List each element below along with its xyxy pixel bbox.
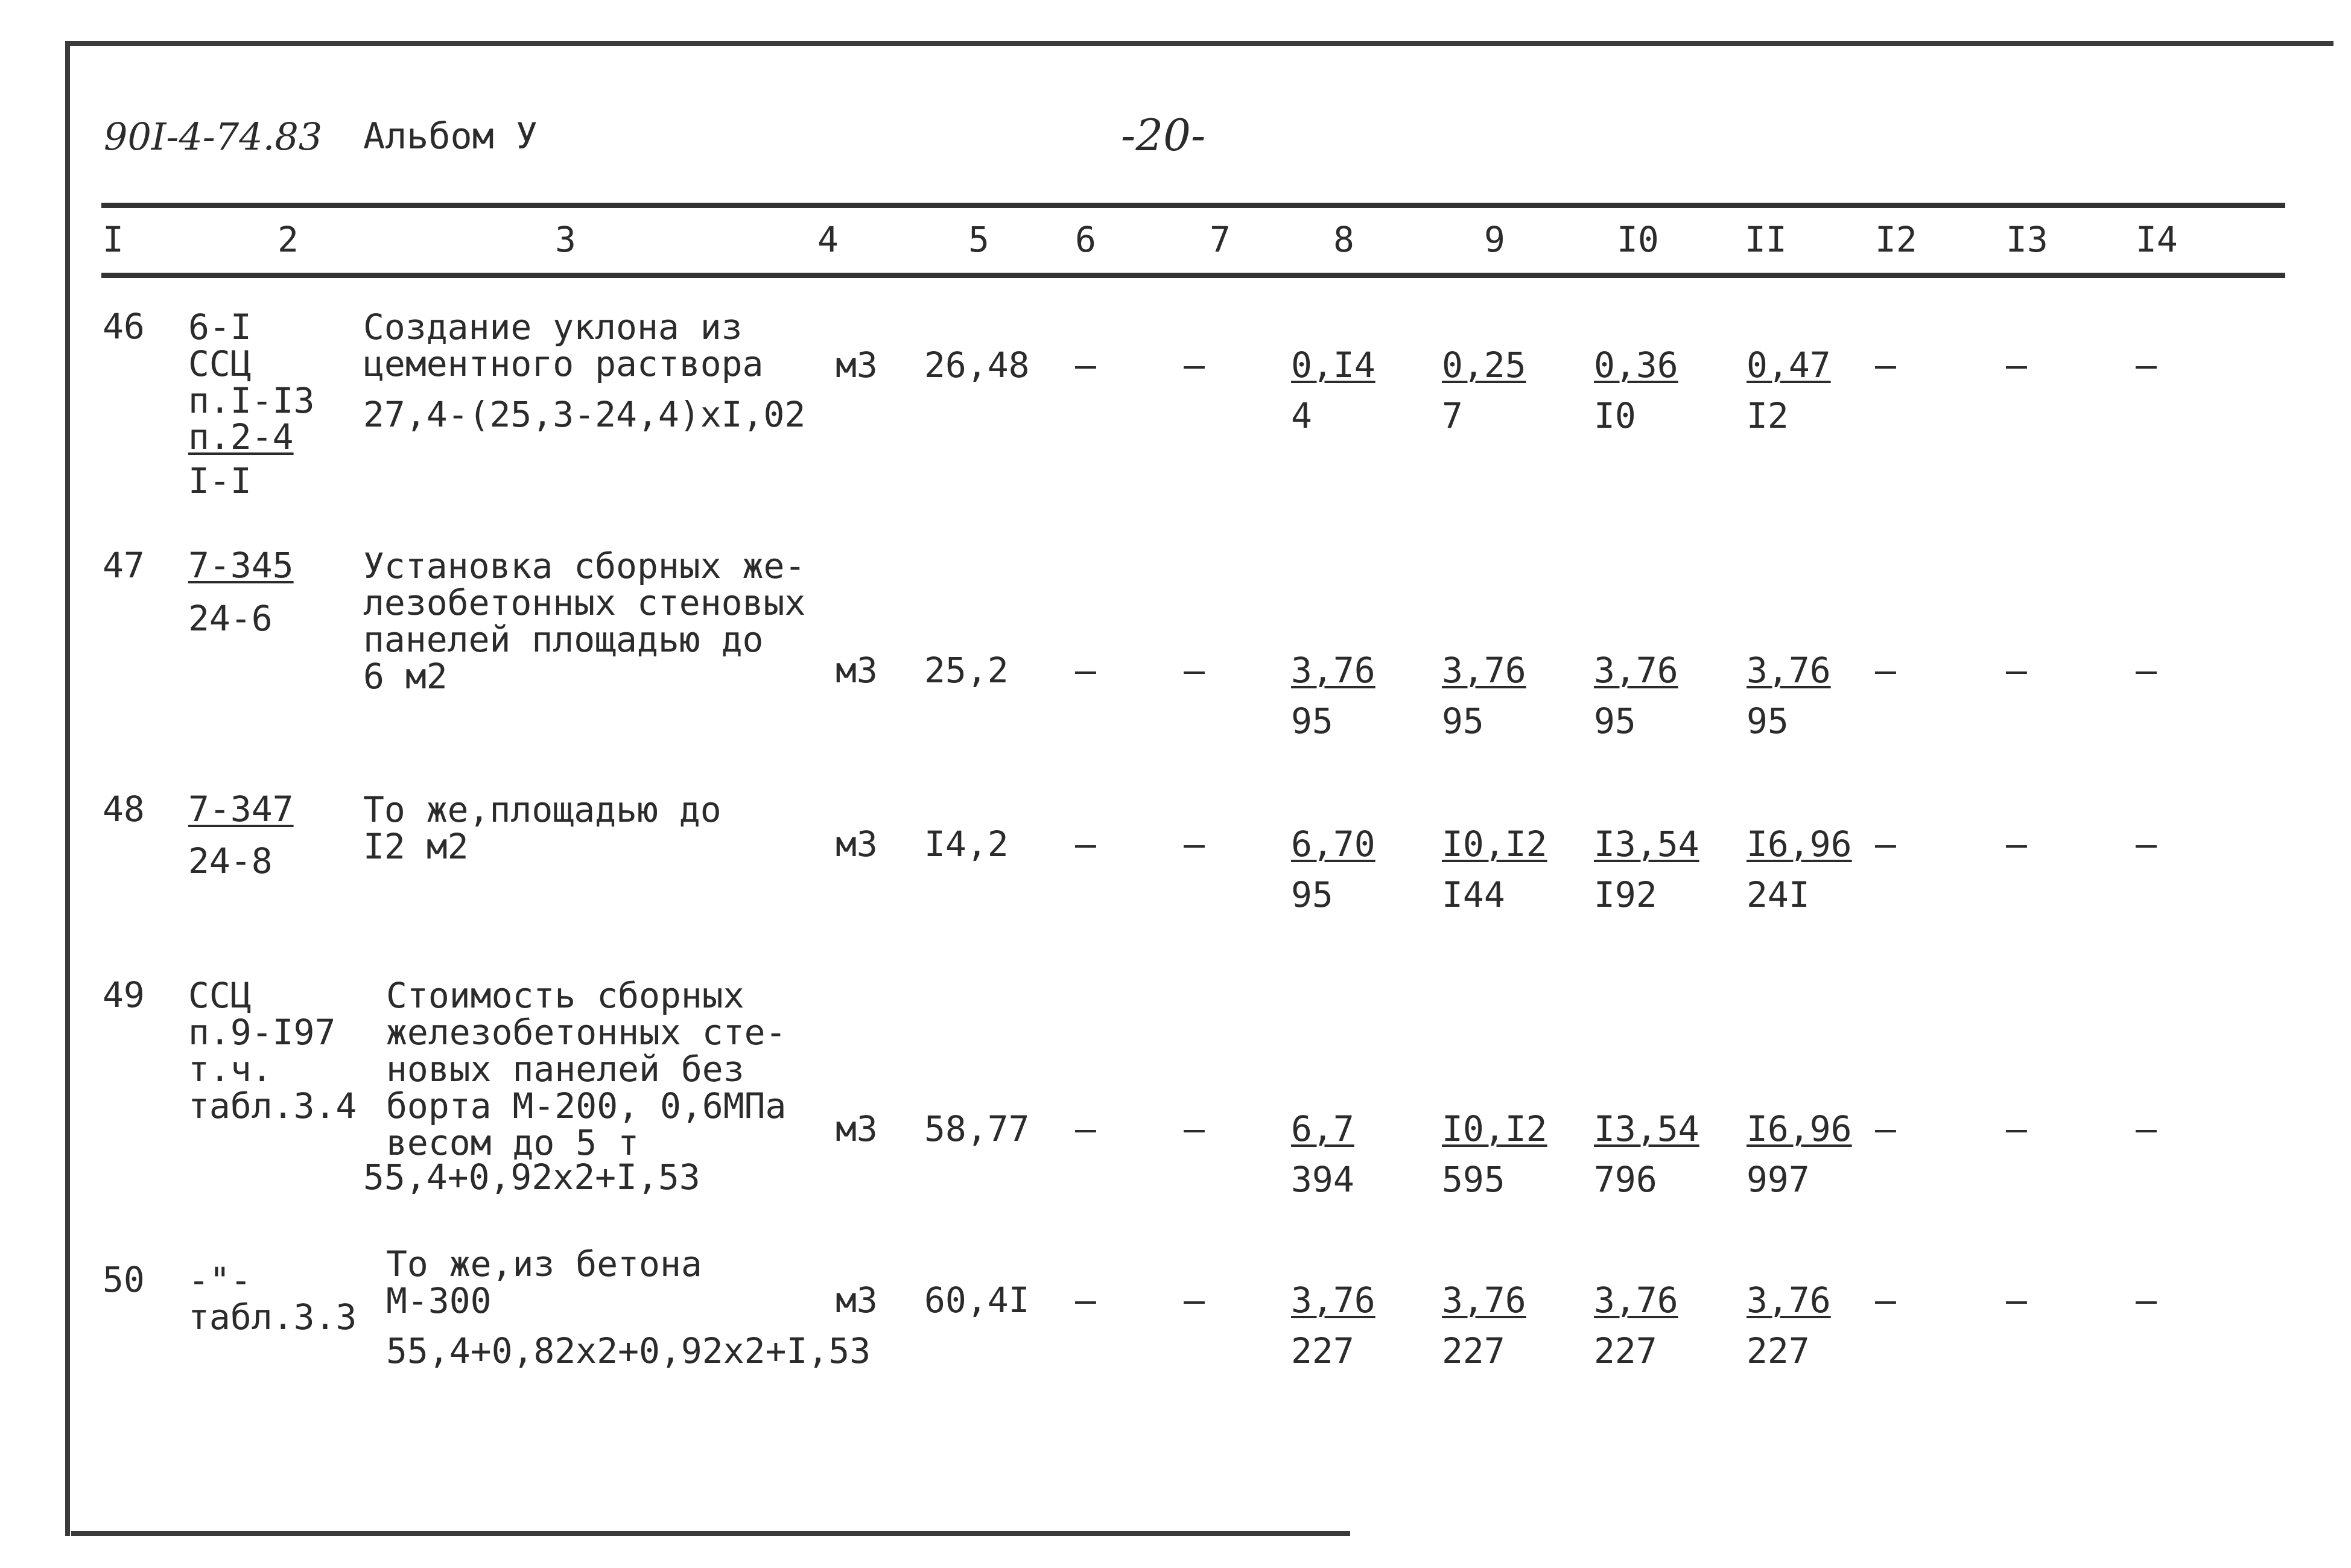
column-header-4: 4 bbox=[817, 219, 839, 260]
row-col10-top: I3,54 bbox=[1594, 824, 1699, 865]
row-col12: – bbox=[1875, 824, 1896, 865]
row-col8-top: 6,7 bbox=[1291, 1108, 1354, 1149]
row-description: Установка сборных же- лезобетонных стеновых панелей площадью до 6 м2 bbox=[363, 545, 806, 697]
row-col9-bottom: 95 bbox=[1442, 700, 1484, 741]
row-col13: – bbox=[2006, 344, 2027, 386]
row-unit: м3 bbox=[836, 824, 878, 865]
row-col10-bottom: 95 bbox=[1594, 700, 1636, 741]
row-col8-top: 3,76 bbox=[1291, 1280, 1375, 1321]
row-number: 46 bbox=[103, 306, 145, 347]
row-col6: – bbox=[1075, 824, 1096, 865]
row-col8-bottom: 95 bbox=[1291, 874, 1333, 915]
column-header-11: II bbox=[1745, 219, 1787, 260]
row-col10-top: 3,76 bbox=[1594, 650, 1678, 691]
row-col6: – bbox=[1075, 1280, 1096, 1321]
row-number: 48 bbox=[103, 789, 145, 830]
row-col6: – bbox=[1075, 344, 1096, 386]
column-header-9: 9 bbox=[1484, 219, 1505, 260]
row-col11-bottom: I2 bbox=[1747, 395, 1789, 436]
row-col10-bottom: 227 bbox=[1594, 1330, 1657, 1371]
row-col9-top: I0,I2 bbox=[1442, 824, 1547, 865]
row-col14: – bbox=[2136, 650, 2157, 691]
header-rule-bottom bbox=[101, 273, 2285, 278]
column-header-13: I3 bbox=[2006, 219, 2048, 260]
row-unit: м3 bbox=[836, 1280, 878, 1321]
row-col12: – bbox=[1875, 650, 1896, 691]
row-number: 50 bbox=[103, 1259, 145, 1300]
row-unit: м3 bbox=[836, 1108, 878, 1149]
row-col7: – bbox=[1184, 824, 1205, 865]
row-quantity: I4,2 bbox=[924, 824, 1009, 865]
row-col12: – bbox=[1875, 1280, 1896, 1321]
row-code-below: 24-8 bbox=[188, 840, 273, 881]
row-code-underlined: 7-345 bbox=[188, 545, 294, 586]
row-unit: м3 bbox=[836, 344, 878, 386]
row-col13: – bbox=[2006, 1108, 2027, 1149]
row-col10-bottom: I92 bbox=[1594, 874, 1657, 915]
row-col13: – bbox=[2006, 650, 2027, 691]
column-header-14: I4 bbox=[2136, 219, 2178, 260]
row-code: -"- табл.3.3 bbox=[188, 1260, 357, 1338]
row-col11-bottom: 95 bbox=[1747, 700, 1789, 741]
row-formula: 55,4+0,92x2+I,53 bbox=[363, 1157, 700, 1198]
row-col11-top: I6,96 bbox=[1747, 824, 1852, 865]
row-col14: – bbox=[2136, 824, 2157, 865]
row-col8-top: 0,I4 bbox=[1291, 344, 1375, 386]
row-col11-top: 3,76 bbox=[1747, 1280, 1831, 1321]
row-col9-bottom: 595 bbox=[1442, 1159, 1505, 1200]
row-code-underlined: п.2-4 bbox=[188, 416, 294, 457]
row-col9-bottom: I44 bbox=[1442, 874, 1505, 915]
row-col9-top: 3,76 bbox=[1442, 650, 1526, 691]
row-quantity: 25,2 bbox=[924, 650, 1009, 691]
row-col10-top: 0,36 bbox=[1594, 344, 1678, 386]
row-col13: – bbox=[2006, 1280, 2027, 1321]
row-col9-top: 0,25 bbox=[1442, 344, 1526, 386]
row-col7: – bbox=[1184, 650, 1205, 691]
row-col10-top: I3,54 bbox=[1594, 1108, 1699, 1149]
row-unit: м3 bbox=[836, 650, 878, 691]
column-header-8: 8 bbox=[1333, 219, 1354, 260]
row-col11-top: 3,76 bbox=[1747, 650, 1831, 691]
row-col8-bottom: 4 bbox=[1291, 395, 1312, 436]
row-quantity: 60,4I bbox=[924, 1280, 1030, 1321]
frame-top-border bbox=[65, 41, 2334, 46]
row-col7: – bbox=[1184, 1108, 1205, 1149]
row-formula: 55,4+0,82x2+0,92x2+I,53 bbox=[386, 1330, 871, 1371]
row-description: Стоимость сборных железобетонных сте- новых панелей без борта М-200, 0,6МПа весом до 5 т bbox=[386, 975, 787, 1163]
row-description: То же,из бетона М-300 bbox=[386, 1243, 702, 1321]
row-col8-bottom: 95 bbox=[1291, 700, 1333, 741]
row-col8-top: 6,70 bbox=[1291, 824, 1375, 865]
column-header-10: I0 bbox=[1617, 219, 1659, 260]
row-col11-top: I6,96 bbox=[1747, 1108, 1852, 1149]
row-col6: – bbox=[1075, 650, 1096, 691]
column-header-1: I bbox=[103, 219, 124, 260]
row-col9-top: I0,I2 bbox=[1442, 1108, 1547, 1149]
row-col11-bottom: 227 bbox=[1747, 1330, 1810, 1371]
column-header-12: I2 bbox=[1875, 219, 1917, 260]
row-description: Создание уклона из цементного раствора bbox=[363, 306, 764, 384]
row-col14: – bbox=[2136, 344, 2157, 386]
row-col14: – bbox=[2136, 1108, 2157, 1149]
row-col13: – bbox=[2006, 824, 2027, 865]
row-code: 6-I ССЦ п.I-I3 bbox=[188, 306, 315, 421]
column-header-7: 7 bbox=[1210, 219, 1231, 260]
row-quantity: 58,77 bbox=[924, 1108, 1030, 1149]
row-code-underlined: 7-347 bbox=[188, 789, 294, 830]
row-col8-top: 3,76 bbox=[1291, 650, 1375, 691]
row-col12: – bbox=[1875, 1108, 1896, 1149]
row-col11-top: 0,47 bbox=[1747, 344, 1831, 386]
row-col11-bottom: 24I bbox=[1747, 874, 1810, 915]
frame-left-border bbox=[65, 41, 70, 1536]
column-header-6: 6 bbox=[1075, 219, 1096, 260]
album-title: Альбом У bbox=[363, 115, 538, 157]
document-code: 90I-4-74.83 bbox=[104, 115, 323, 159]
column-header-2: 2 bbox=[278, 219, 299, 260]
row-number: 47 bbox=[103, 545, 145, 586]
row-code: ССЦ п.9-I97 т.ч. табл.3.4 bbox=[188, 975, 357, 1126]
row-col7: – bbox=[1184, 344, 1205, 386]
row-col10-bottom: I0 bbox=[1594, 395, 1636, 436]
page-number: -20- bbox=[1121, 110, 1206, 160]
row-col9-top: 3,76 bbox=[1442, 1280, 1526, 1321]
row-description: То же,площадью до I2 м2 bbox=[363, 789, 722, 867]
row-col6: – bbox=[1075, 1108, 1096, 1149]
row-code-below: 24-6 bbox=[188, 598, 273, 639]
frame-bottom-border bbox=[71, 1531, 1350, 1536]
row-formula: 27,4-(25,3-24,4)xI,02 bbox=[363, 394, 806, 435]
row-col11-bottom: 997 bbox=[1747, 1159, 1810, 1200]
row-quantity: 26,48 bbox=[924, 344, 1030, 386]
row-col9-bottom: 227 bbox=[1442, 1330, 1505, 1371]
row-col14: – bbox=[2136, 1280, 2157, 1321]
row-col10-bottom: 796 bbox=[1594, 1159, 1657, 1200]
row-col8-bottom: 227 bbox=[1291, 1330, 1354, 1371]
row-number: 49 bbox=[103, 974, 145, 1015]
row-col10-top: 3,76 bbox=[1594, 1280, 1678, 1321]
row-code-below: I-I bbox=[188, 460, 252, 501]
row-col9-bottom: 7 bbox=[1442, 395, 1463, 436]
row-col12: – bbox=[1875, 344, 1896, 386]
row-col7: – bbox=[1184, 1280, 1205, 1321]
column-header-5: 5 bbox=[968, 219, 989, 260]
row-col8-bottom: 394 bbox=[1291, 1159, 1354, 1200]
header-rule-top bbox=[101, 203, 2285, 208]
column-header-3: 3 bbox=[555, 219, 576, 260]
